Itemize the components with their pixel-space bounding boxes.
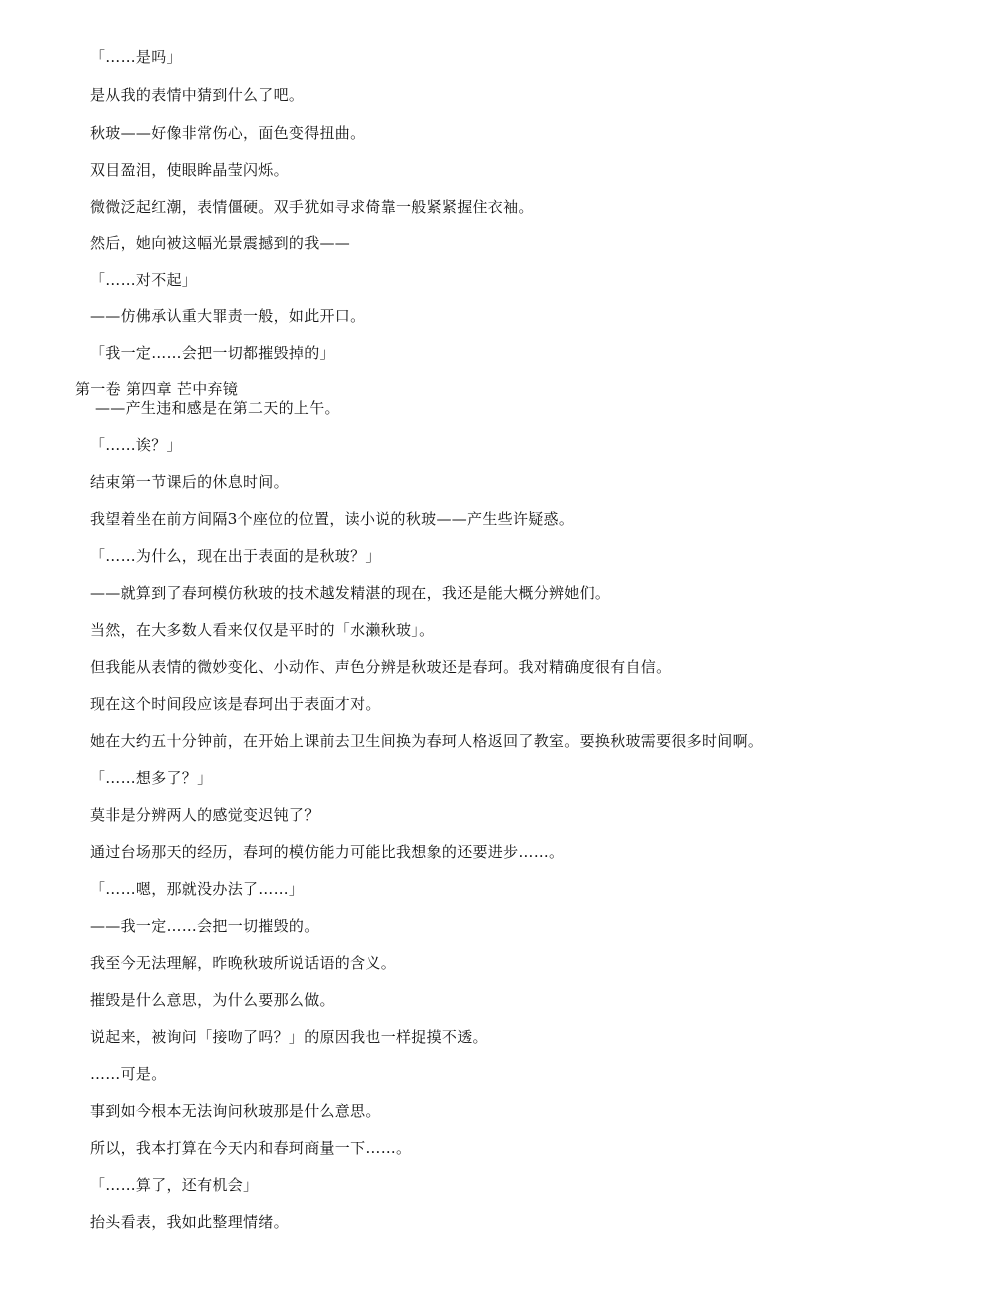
paragraph: 摧毁是什么意思，为什么要那么做。 (90, 991, 335, 1009)
paragraph: ——仿佛承认重大罪责一般，如此开口。 (90, 307, 366, 325)
paragraph: 「……想多了？」 (90, 769, 213, 787)
paragraph: 说起来，被询问「接吻了吗？」的原因我也一样捉摸不透。 (90, 1028, 488, 1046)
paragraph: 「……是吗」 (90, 48, 182, 66)
paragraph: 然后，她向被这幅光景震撼到的我—— (90, 234, 351, 252)
paragraph: 抬头看表，我如此整理情绪。 (90, 1213, 289, 1231)
paragraph: 结束第一节课后的休息时间。 (90, 473, 289, 491)
paragraph: 微微泛起红潮，表情僵硬。双手犹如寻求倚靠一般紧紧握住衣袖。 (90, 198, 534, 216)
paragraph: ……可是。 (90, 1065, 167, 1083)
paragraph: ——就算到了春珂模仿秋玻的技术越发精湛的现在，我还是能大概分辨她们。 (90, 584, 611, 602)
paragraph: ——我一定……会把一切摧毁的。 (90, 917, 320, 935)
paragraph: 但我能从表情的微妙变化、小动作、声色分辨是秋玻还是春珂。我对精确度很有自信。 (90, 658, 672, 676)
paragraph: 所以，我本打算在今天内和春珂商量一下……。 (90, 1139, 412, 1157)
paragraph: 双目盈泪，使眼眸晶莹闪烁。 (90, 161, 289, 179)
paragraph: 当然，在大多数人看来仅仅是平时的「水濑秋玻」。 (90, 621, 435, 639)
paragraph: 通过台场那天的经历，春珂的模仿能力可能比我想象的还要进步……。 (90, 843, 565, 861)
paragraph: 现在这个时间段应该是春珂出于表面才对。 (90, 695, 381, 713)
paragraph: 「……对不起」 (90, 271, 198, 289)
paragraph: 莫非是分辨两人的感觉变迟钝了？ (90, 806, 320, 824)
paragraph: 「……嗯，那就没办法了……」 (90, 880, 305, 898)
paragraph: 我至今无法理解，昨晚秋玻所说话语的含义。 (90, 954, 397, 972)
paragraph: 「我一定……会把一切都摧毁掉的」 (90, 344, 335, 362)
paragraph: 事到如今根本无法询问秋玻那是什么意思。 (90, 1102, 381, 1120)
paragraph: 「……算了，还有机会」 (90, 1176, 259, 1194)
chapter-heading: 第一卷 第四章 芒中弃镜 (75, 380, 239, 398)
paragraph: 她在大约五十分钟前，在开始上课前去卫生间换为春珂人格返回了教室。要换秋玻需要很多时间啊。 (90, 732, 764, 750)
paragraph: 秋玻——好像非常伤心，面色变得扭曲。 (90, 124, 366, 142)
paragraph: 「……诶？」 (90, 436, 182, 454)
paragraph: 是从我的表情中猜到什么了吧。 (90, 86, 305, 104)
chapter-first-line: ——产生违和感是在第二天的上午。 (95, 399, 340, 417)
paragraph: 「……为什么，现在出于表面的是秋玻？」 (90, 547, 381, 565)
paragraph: 我望着坐在前方间隔3个座位的位置，读小说的秋玻——产生些许疑惑。 (90, 510, 575, 528)
